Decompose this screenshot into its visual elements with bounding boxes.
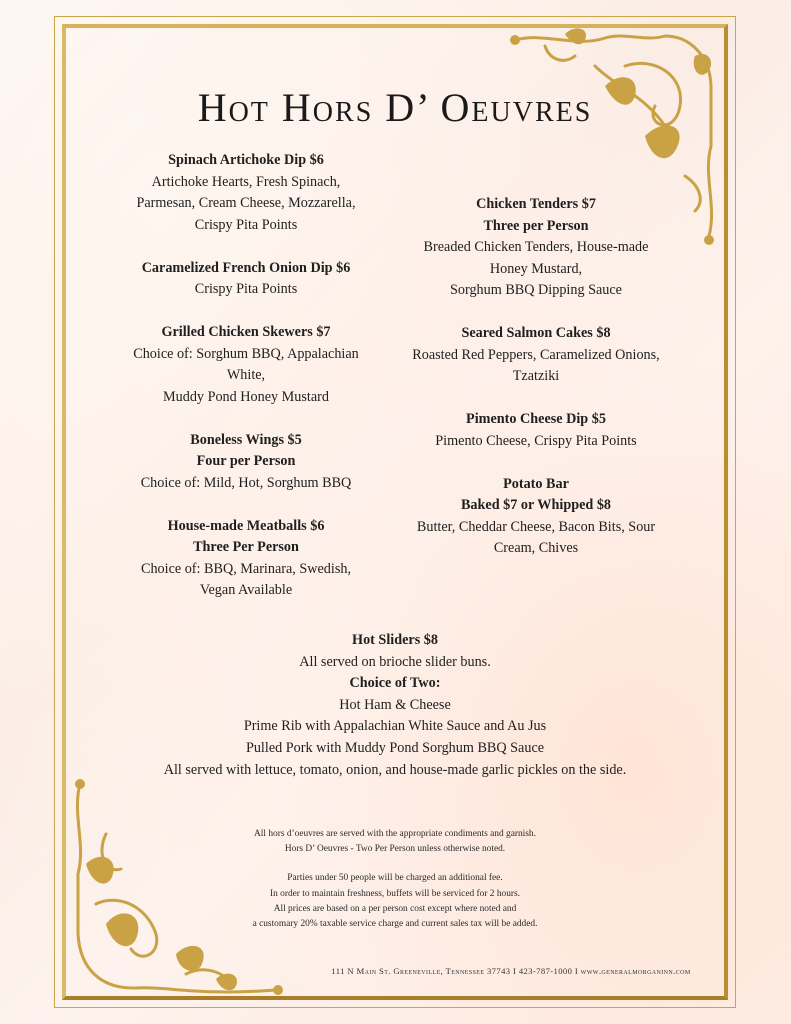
slider-option: Prime Rib with Appalachian White Sauce and Au Jus [243,718,547,735]
menu-item-description: Vegan Available [199,582,293,598]
menu-item-description: Choice of: Mild, Hot, Sorghum BBQ [140,474,352,491]
menu-item-name: Boneless Wings $5 [190,431,302,448]
menu-item-name: Grilled Chicken Skewers $7 [161,324,331,340]
right-menu-column [397,194,675,581]
menu-item-description: Choice of: Sorghum BBQ, Appalachian [133,345,359,362]
menu-item-description: Roasted Red Peppers, Caramelized Onions, [412,346,660,363]
menu-item-description: Butter, Cheddar Cheese, Bacon Bits, Sour [416,518,656,535]
menu-item-description: Sorghum BBQ Dipping Sauce [450,282,622,298]
menu-item [397,474,675,560]
menu-item [397,323,675,388]
menu-item-description: Tzatziki [512,368,560,384]
menu-item [120,430,372,495]
menu-item [120,322,372,408]
menu-item [120,150,372,236]
menu-item-name: House-made Meatballs $6 [167,517,325,534]
menu-item-serving: Four per Person [196,453,296,469]
hot-sliders-section [62,630,728,781]
note-line: All prices are based on a per person cost except where noted and [273,903,517,914]
menu-item-serving: Three per Person [483,217,589,234]
menu-item [120,516,372,602]
sliders-note: All served with lettuce, tomato, onion, and house-made garlic pickles on the side. [163,761,627,778]
slider-option: Pulled Pork with Muddy Pond Sorghum BBQ Sauce [245,739,545,756]
menu-item-description: Breaded Chicken Tenders, House-made [423,239,649,255]
menu-item-description: Choice of: BBQ, Marinara, Swedish, [140,560,352,577]
menu-item-description: Crispy Pita Points [194,216,298,233]
menu-item-serving: Baked $7 or Whipped $8 [460,497,612,513]
menu-item [397,409,675,452]
menu-item-description: Crispy Pita Points [194,281,298,297]
sliders-choice-heading: Choice of Two: [349,675,441,692]
menu-item-description: Parmesan, Cream Cheese, Mozzarella, [136,195,356,211]
menu-item-description: White, [226,367,266,383]
menu-item-description: Honey Mustard, [489,260,583,277]
note-line: Hors D’ Oeuvres - Two Per Person unless otherwise noted. [284,844,506,855]
menu-item-description: Muddy Pond Honey Mustard [163,388,329,405]
page-title: Hot Hors D’ Oeuvres [197,85,593,130]
menu-item-name: Pimento Cheese Dip $5 [466,411,606,427]
menu-item [397,194,675,302]
sliders-intro: All served on brioche slider buns. [299,653,491,670]
menu-item-description: Cream, Chives [493,540,579,556]
menu-item-name: Spinach Artichoke Dip $6 [168,152,324,168]
menu-item-name: Chicken Tenders $7 [476,196,596,212]
left-menu-column [120,150,372,623]
note-line: In order to maintain freshness, buffets will be serviced for 2 hours. [269,888,521,899]
menu-item-description: Pimento Cheese, Crispy Pita Points [435,432,637,449]
menu-item-name: Seared Salmon Cakes $8 [461,325,611,341]
address-footer: 111 N Main St. Greeneville, Tennessee 37743 I 423-787-1000 I www.generalmorganinn.com [331,966,691,976]
menu-item-name: Potato Bar [503,475,569,492]
note-line: Parties under 50 people will be charged an additional fee. [287,873,503,884]
menu-item [120,258,372,301]
menu-item-serving: Three Per Person [193,539,299,555]
slider-option: Hot Ham & Cheese [339,696,451,713]
sliders-name: Hot Sliders $8 [352,632,438,648]
note-line: a customary 20% taxable service charge and current sales tax will be added. [252,919,538,930]
note-line: All hors d’oeuvres are served with the appropriate condiments and garnish. [254,829,536,839]
menu-item-name: Caramelized French Onion Dip $6 [141,259,351,276]
fine-print-notes [62,827,728,932]
menu-item-description: Artichoke Hearts, Fresh Spinach, [151,173,341,190]
